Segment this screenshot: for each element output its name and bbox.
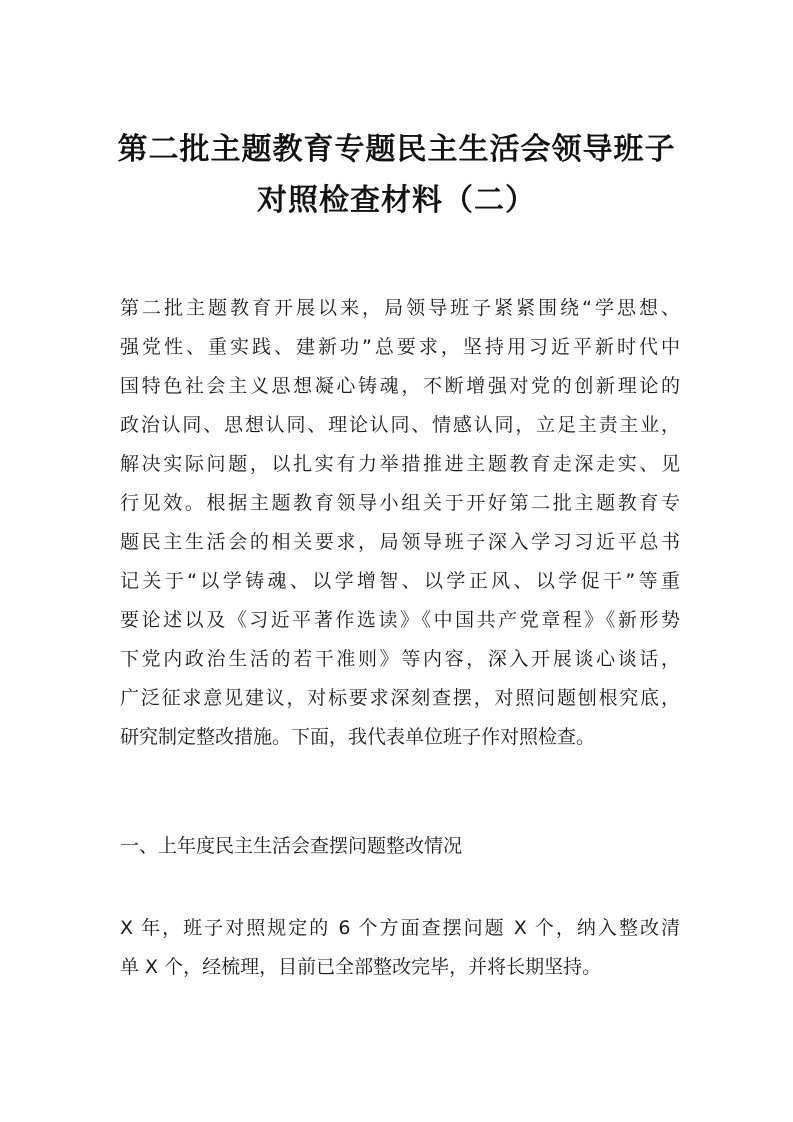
paragraph-line: 下党内政治生活的若干准则》等内容，深入开展谈心谈话， xyxy=(120,648,680,670)
paragraph-line: 题民主生活会的相关要求，局领导班子深入学习习近平总书 xyxy=(120,531,680,553)
paragraph-line: 解决实际问题，以扎实有力举措推进主题教育走深走实、见 xyxy=(120,453,680,475)
intro-paragraph xyxy=(120,289,680,757)
paragraph-line: X 年，班子对照规定的 6 个方面查摆问题 X 个，纳入整改清 xyxy=(120,917,680,939)
section-1-paragraph xyxy=(120,909,680,987)
document-title-line-2: 对照检查材料（二） xyxy=(257,183,536,218)
paragraph-line: 强党性、重实践、建新功”总要求，坚持用习近平新时代中 xyxy=(120,336,680,358)
paragraph-line: 广泛征求意见建议，对标要求深刻查摆，对照问题刨根究底， xyxy=(120,687,680,709)
paragraph-line: 单 X 个，经梳理，目前已全部整改完毕，并将长期坚持。 xyxy=(120,956,602,978)
document-title-line-1: 第二批主题教育专题民主生活会领导班子 xyxy=(117,132,676,167)
paragraph-line: 第二批主题教育开展以来，局领导班子紧紧围绕“学思想、 xyxy=(120,297,680,319)
paragraph-line: 记关于“以学铸魂、以学增智、以学正风、以学促干”等重 xyxy=(120,570,680,592)
paragraph-line: 政治认同、思想认同、理论认同、情感认同，立足主责主业， xyxy=(120,414,680,436)
paragraph-line: 研究制定整改措施。下面，我代表单位班子作对照检查。 xyxy=(120,726,596,748)
section-heading-text: 一、上年度民主生活会查摆问题整改情况 xyxy=(120,835,463,857)
paragraph-line: 行见效。根据主题教育领导小组关于开好第二批主题教育专 xyxy=(120,492,680,514)
paragraph-line: 要论述以及《习近平著作选读》《中国共产党章程》《新形势 xyxy=(120,609,680,631)
section-heading-1 xyxy=(120,827,680,866)
paragraph-line: 国特色社会主义思想凝心铸魂，不断增强对党的创新理论的 xyxy=(120,375,680,397)
